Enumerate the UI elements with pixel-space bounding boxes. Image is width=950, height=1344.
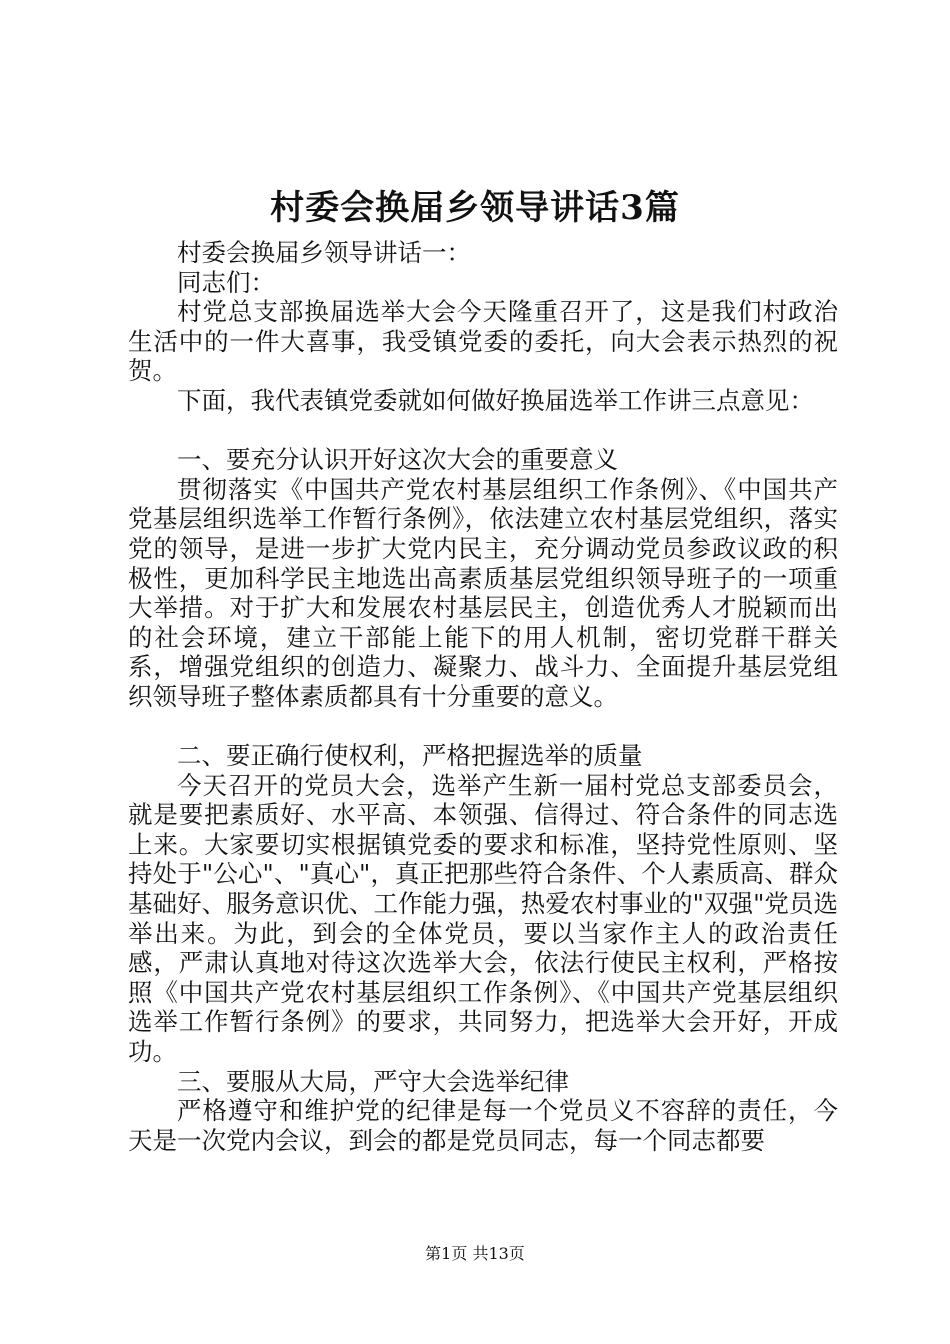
- document-body: [128, 238, 838, 1155]
- body-paragraph: 严格遵守和维护党的纪律是每一个党员义不容辞的责任，今天是一次党内会议，到会的都是党员同志，每一个同志都要: [128, 1096, 838, 1155]
- paragraph-spacer: [128, 416, 838, 446]
- point-heading: 一、要充分认识开好这次大会的重要意义: [177, 445, 618, 475]
- body-paragraph: 下面，我代表镇党委就如何做好换届选举工作讲三点意见：: [177, 385, 814, 415]
- section-heading: 村委会换届乡领导讲话一：: [177, 238, 471, 267]
- point-heading: 三、要服从大局，严守大会选举纪律: [177, 1066, 569, 1096]
- body-paragraph: 村党总支部换届选举大会今天隆重召开了，这是我们村政治生活中的一件大喜事，我受镇党委的委托，向大会表示热烈的祝贺。: [128, 297, 838, 386]
- body-paragraph: 贯彻落实《中国共产党农村基层组织工作条例》、《中国共产党基层组织选举工作暂行条例》，依法建立农村基层党组织，落实党的领导，是进一步扩大党内民主，充分调动党员参政议政的积极性，更加科学民主地选出高素质基层党组织领导班子的一项重大举措。对于扩大和发展农村基层民主，创造优秀人才脱颖而出的社会环境，建立干部能上能下的用人机制，密切党群干群关系，增强党组织的创造力、凝聚力、战斗力、全面提升基层党组织领导班子整体素质都具有十分重要的意义。: [128, 474, 838, 711]
- body-paragraph: 今天召开的党员大会，选举产生新一届村党总支部委员会，就是要把素质好、水平高、本领强、信得过、符合条件的同志选上来。大家要切实根据镇党委的要求和标准，坚持党性原则、坚持处于"公心"、"真心"，真正把那些符合条件、个人素质高、群众基础好、服务意识优、工作能力强，热爱农村事业的"双强"党员选举出来。为此，到会的全体党员，要以当家作主人的政治责任感，严肃认真地对待这次选举大会，依法行使民主权利，严格按照《中国共产党农村基层组织工作条例》、《中国共产党基层组织选举工作暂行条例》的要求，共同努力，把选举大会开好，开成功。: [128, 770, 838, 1067]
- document-title: 村委会换届乡领导讲话3篇: [270, 188, 680, 228]
- page-number: 第1页 共13页: [425, 1244, 525, 1263]
- salutation: 同志们：: [177, 267, 275, 297]
- point-heading: 二、要正确行使权利，严格把握选举的质量: [177, 741, 643, 771]
- paragraph-spacer: [128, 712, 838, 742]
